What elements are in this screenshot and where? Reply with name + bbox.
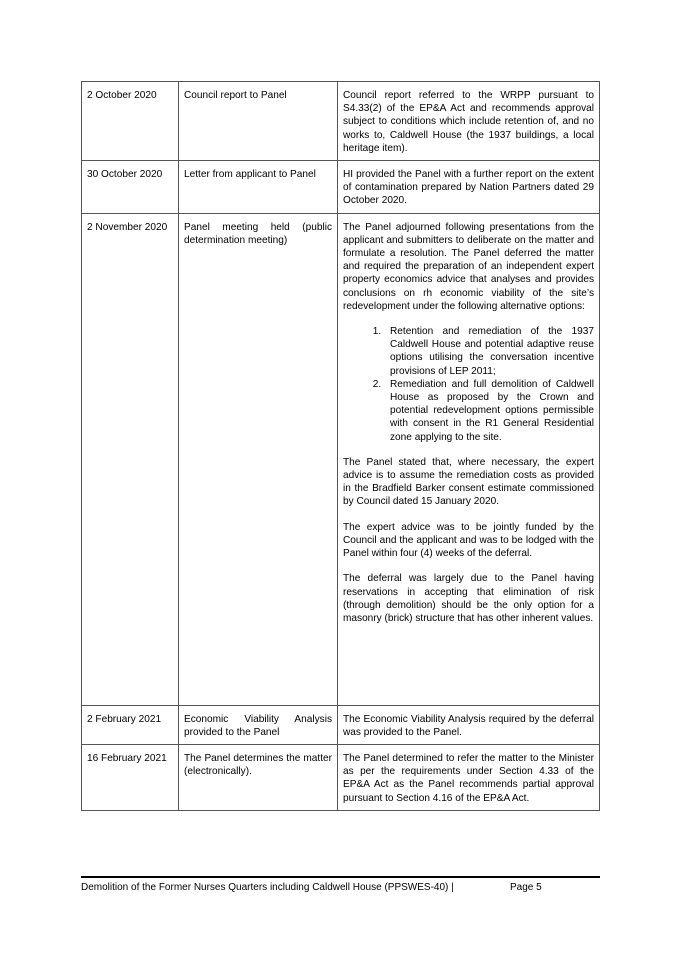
event-cell: Council report to Panel <box>179 82 338 161</box>
footer-divider <box>81 876 600 878</box>
list-item: 1. Retention and remediation of the 1937 Caldwell House and potential adaptive reuse options utilising the conversation incentive provisions of LEP 2011; <box>384 325 594 378</box>
footer-document-title: Demolition of the Former Nurses Quarters including Caldwell House (PPSWES-40) | <box>81 882 454 893</box>
detail-paragraph: HI provided the Panel with a further report on the extent of contamination prepared by Nation Partners dated 29 October 2020. <box>343 169 594 207</box>
event-cell: Economic Viability Analysis provided to the Panel <box>179 705 338 744</box>
event-cell: Panel meeting held (public determination meeting) <box>179 213 338 705</box>
detail-paragraph: The Panel stated that, where necessary, the expert advice is to assume the remediation costs as provided in the Bradfield Barker consent estimate commissioned by Council dated 15 January 2020. <box>343 456 594 508</box>
detail-paragraph: The Panel determined to refer the matter to the Minister as per the requirements under Section 4.33 of the EP&A Act as the Panel recommends partial approval pursuant to Section 4.16 of the EP&A Act. <box>343 753 594 804</box>
detail-paragraph: The Panel adjourned following presentations from the applicant and submitters to deliberate on the matter and formulate a resolution. The Panel deferred the matter and required the preparation of an independent expert property economics advice that analyses and provides conclusions on rh economic viability of the site’s redevelopment under the following alternative options: <box>343 221 594 312</box>
date-cell: 30 October 2020 <box>82 161 179 214</box>
date-cell: 2 October 2020 <box>82 82 179 161</box>
detail-paragraph: The Economic Viability Analysis required by the deferral was provided to the Panel. <box>343 713 594 738</box>
timeline-table <box>81 81 600 811</box>
table-row <box>82 213 600 705</box>
table-row <box>82 161 600 214</box>
event-cell: Letter from applicant to Panel <box>179 161 338 214</box>
list-item: 2. Remediation and full demolition of Caldwell House as proposed by the Crown and potential redevelopment options permissible with consent in the R1 General Residential zone applying to the site. <box>384 378 594 444</box>
footer-page-number: Page 5 <box>510 882 542 893</box>
date-cell: 2 February 2021 <box>82 705 179 744</box>
detail-cell <box>338 745 600 811</box>
detail-paragraph: Council report referred to the WRPP pursuant to S4.33(2) of the EP&A Act and recommends approval subject to conditions which include retention of, and no works to, Caldwell House (the 1937 buildings, a local heritage item). <box>343 90 594 154</box>
date-cell: 2 November 2020 <box>82 213 179 705</box>
detail-cell <box>338 213 600 705</box>
detail-cell <box>338 82 600 161</box>
table-row <box>82 82 600 161</box>
date-cell: 16 February 2021 <box>82 745 179 811</box>
event-cell: The Panel determines the matter (electronically). <box>179 745 338 811</box>
table-row <box>82 745 600 811</box>
detail-paragraph: The deferral was largely due to the Panel having reservations in accepting that elimination of risk (through demolition) should be the only option for a masonry (brick) structure that has other inherent values. <box>343 573 594 624</box>
detail-paragraph: The expert advice was to be jointly funded by the Council and the applicant and was to be lodged with the Panel within four (4) weeks of the deferral. <box>343 521 594 560</box>
table-row <box>82 705 600 744</box>
options-list <box>343 325 594 444</box>
detail-cell <box>338 161 600 214</box>
detail-cell <box>338 705 600 744</box>
